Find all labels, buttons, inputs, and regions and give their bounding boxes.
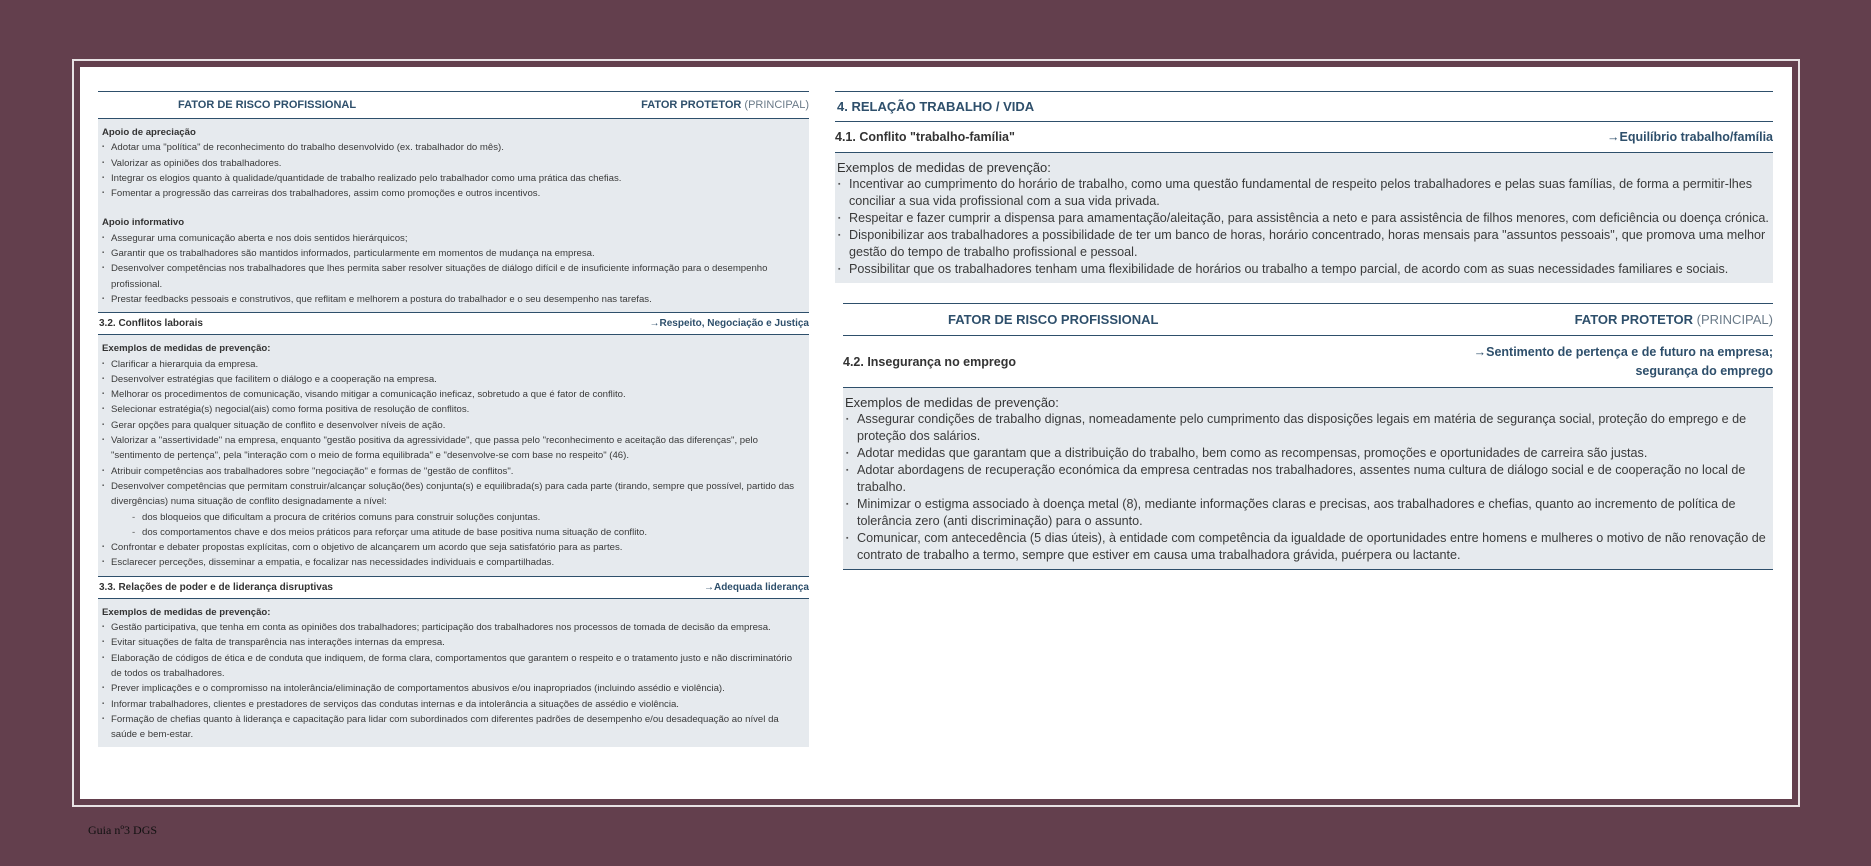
footer-caption: Guia nº3 DGS: [88, 823, 158, 837]
section-3-2-box: [98, 335, 809, 575]
left-table-header: [98, 91, 809, 119]
list-item: ▪ Desenvolver competências que permitam construir/alcançar solução(ões) conjunta(s) e equilibrada(s) para cada parte (tirando, sempre que possível, partido das divergências) numa situação de conflito designadamente a nível:: [102, 479, 805, 510]
list-item: ▪ Assegurar uma comunicação aberta e nos dois sentidos hierárquicos;: [102, 231, 805, 246]
list-item: ▪ Melhorar os procedimentos de comunicação, visando mitigar a comunicação ineficaz, sobretudo a que é fator de conflito.: [102, 387, 805, 402]
examples-title: Exemplos de medidas de prevenção:: [102, 606, 271, 618]
protective-factor-heading: FATOR PROTETOR (PRINCIPAL): [1574, 312, 1773, 327]
right-column: [835, 91, 1773, 570]
left-column: [98, 91, 809, 747]
list-item: ▪ Desenvolver estratégias que facilitem o diálogo e a cooperação na empresa.: [102, 372, 805, 387]
list-item: ▪ Adotar uma "política" de reconhecimento do trabalho desenvolvido (ex. trabalhador do mês).: [102, 140, 805, 155]
section-4-1-box: [835, 153, 1773, 283]
list-item: ▪ Comunicar, com antecedência (5 dias úteis), à entidade com competência da igualdade de oportunidades entre homens e mulheres o motivo de não renovação de contrato de trabalho a termo, sempre que estiver em causa uma trabalhadora grávida, puérpera ou lactante.: [845, 530, 1771, 564]
list-item: ▪ Informar trabalhadores, clientes e prestadores de serviços das condutas internas e da intolerância a situações de assédio e violência.: [102, 697, 805, 712]
section-4-1-row: [835, 122, 1773, 153]
list-item: ▪ Prever implicações e o compromisso na intolerância/eliminação de comportamentos abusivos e/ou inapropriados (incluindo assédio e violência).: [102, 681, 805, 696]
list-item: ▪ Possibilitar que os trabalhadores tenham uma flexibilidade de horários ou trabalho a tempo parcial, de acordo com as suas necessidades familiares e sociais.: [837, 261, 1771, 278]
section-3-2-protector: →Respeito, Negociação e Justiça: [649, 318, 809, 330]
risk-factor-heading: FATOR DE RISCO PROFISSIONAL: [948, 312, 1159, 327]
list-item: ▪ Evitar situações de falta de transparência nas interações internas da empresa.: [102, 635, 805, 650]
section-4-title: 4. RELAÇÃO TRABALHO / VIDA: [835, 91, 1773, 122]
section-3-2-list: [102, 357, 805, 571]
list-item: ▪ Fomentar a progressão das carreiras dos trabalhadores, assim como promoções e outros incentivos.: [102, 186, 805, 201]
document-page: [80, 67, 1792, 799]
section-4-1-list: [837, 176, 1771, 278]
list-item: ▪ Assegurar condições de trabalho dignas, nomeadamente pelo cumprimento das disposições legais em matéria de segurança social, proteção do emprego e de proteção dos salários.: [845, 411, 1771, 445]
list-item: ▪ Gerar opções para qualquer situação de conflito e desenvolver níveis de ação.: [102, 418, 805, 433]
examples-title: Exemplos de medidas de prevenção:: [845, 395, 1059, 410]
section-3-3-title: 3.3. Relações de poder e de liderança disruptivas: [99, 581, 333, 593]
protective-factor-heading: FATOR PROTETOR (PRINCIPAL): [641, 99, 809, 111]
list-item: ▪ Valorizar as opiniões dos trabalhadores.: [102, 156, 805, 171]
list-item: ▪ Valorizar a "assertividade" na empresa, enquanto "gestão positiva da agressividade", que passa pelo "reconhecimento e aceitação das diferenças", pelo "sentimento de pertença", pela "interação com o meio de forma equilibrada" e "desenvolve-se com base no respeito" (46).: [102, 433, 805, 464]
section-3-3-row: [98, 576, 809, 599]
list-item: ▪ Clarificar a hierarquia da empresa.: [102, 357, 805, 372]
section-3-3-box: [98, 599, 809, 748]
apoio-apreciacao-title: Apoio de apreciação: [102, 127, 196, 138]
section-3-3-list: [102, 620, 805, 742]
section-4-2-list: [845, 411, 1771, 564]
examples-title: Exemplos de medidas de prevenção:: [837, 160, 1051, 175]
list-item: ▪ Confrontar e debater propostas explícitas, com o objetivo de alcançarem um acordo que seja satisfatório para as partes.: [102, 540, 805, 555]
right-table-header: [843, 303, 1773, 336]
list-item: ▪ Atribuir competências aos trabalhadores sobre "negociação" e formas de "gestão de conflitos".: [102, 464, 805, 479]
list-item: ▪ Integrar os elogios quanto à qualidade/quantidade de trabalho realizado pelo trabalhador como uma prática das chefias.: [102, 171, 805, 186]
list-item: ▪ Elaboração de códigos de ética e de conduta que indiquem, de forma clara, comportamentos que garantem o respeito e o tratamento justo e não discriminatório de todos os trabalhadores.: [102, 651, 805, 682]
list-item: ▪ Formação de chefias quanto à liderança e capacitação para lidar com subordinados com diferentes padrões de desempenho e/ou desadequação ao nível da saúde e bem-estar.: [102, 712, 805, 743]
list-item: ▪ Garantir que os trabalhadores são mantidos informados, particularmente em momentos de mudança na empresa.: [102, 246, 805, 261]
section-4-1-title: 4.1. Conflito "trabalho-família": [835, 130, 1015, 144]
list-item: ▪ Respeitar e fazer cumprir a dispensa para amamentação/aleitação, para assistência a neto e para assistência de filhos menores, com deficiência ou doença crónica.: [837, 210, 1771, 227]
list-item: ▪ Adotar abordagens de recuperação económica da empresa centradas nos trabalhadores, assentes numa cultura de diálogo social e de cooperação no local de trabalho.: [845, 462, 1771, 496]
apoio-apreciacao-list: [102, 140, 805, 201]
list-item: ▪ Prestar feedbacks pessoais e construtivos, que reflitam e melhorem a postura do trabalhador e o seu desempenho nas tarefas.: [102, 292, 805, 307]
list-item: ▪ Selecionar estratégia(s) negocial(ais) como forma positiva de resolução de conflitos.: [102, 402, 805, 417]
apoio-informativo-list: [102, 231, 805, 307]
sub-list-item: - dos bloqueios que dificultam a procura de critérios comuns para construir soluções conjuntas.: [102, 510, 805, 525]
section-4-2-protector: →Sentimento de pertença e de futuro na empresa; segurança do emprego: [1473, 344, 1773, 378]
list-item: ▪ Desenvolver competências nos trabalhadores que lhes permita saber resolver situações de diálogo difícil e de insuficiente informação para o desempenho profissional.: [102, 261, 805, 292]
list-item: ▪ Gestão participativa, que tenha em conta as opiniões dos trabalhadores; participação dos trabalhadores nos processos de tomada de decisão da empresa.: [102, 620, 805, 635]
section-3-3-protector: →Adequada liderança: [703, 581, 809, 593]
section-4-2-box: [843, 388, 1773, 570]
section-4-2-row: [843, 336, 1773, 388]
support-box: [98, 119, 809, 312]
risk-factor-heading: FATOR DE RISCO PROFISSIONAL: [178, 99, 357, 111]
examples-title: Exemplos de medidas de prevenção:: [102, 343, 271, 355]
list-item: ▪ Esclarecer perceções, disseminar a empatia, e focalizar nas necessidades individuais e compartilhadas.: [102, 555, 805, 570]
section-3-2-row: [98, 312, 809, 335]
list-item: ▪ Disponibilizar aos trabalhadores a possibilidade de ter um banco de horas, horário concentrado, horas mensais para "assuntos pessoais", que promova uma melhor gestão do tempo de trabalho profissional e pessoal.: [837, 227, 1771, 261]
list-item: ▪ Incentivar ao cumprimento do horário de trabalho, como uma questão fundamental de respeito pelos trabalhadores e pelas suas famílias, de forma a permitir-lhes conciliar a sua vida profissional com a sua vida privada.: [837, 176, 1771, 210]
list-item: ▪ Adotar medidas que garantam que a distribuição do trabalho, bem como as recompensas, promoções e oportunidades de carreira são justas.: [845, 445, 1771, 462]
section-4-1-protector: →Equilíbrio trabalho/família: [1607, 130, 1773, 144]
sub-list-item: - dos comportamentos chave e dos meios práticos para reforçar uma atitude de base positiva numa situação de conflito.: [102, 525, 805, 540]
apoio-informativo-title: Apoio informativo: [102, 217, 185, 229]
section-4-2-title: 4.2. Insegurança no emprego: [843, 354, 1016, 369]
section-3-2-title: 3.2. Conflitos laborais: [99, 318, 203, 330]
list-item: ▪ Minimizar o estigma associado à doença metal (8), mediante informações claras e precisas, aos trabalhadores e chefias, quanto ao incremento de política de tolerância zero (anti discriminação) para o assunto.: [845, 496, 1771, 530]
